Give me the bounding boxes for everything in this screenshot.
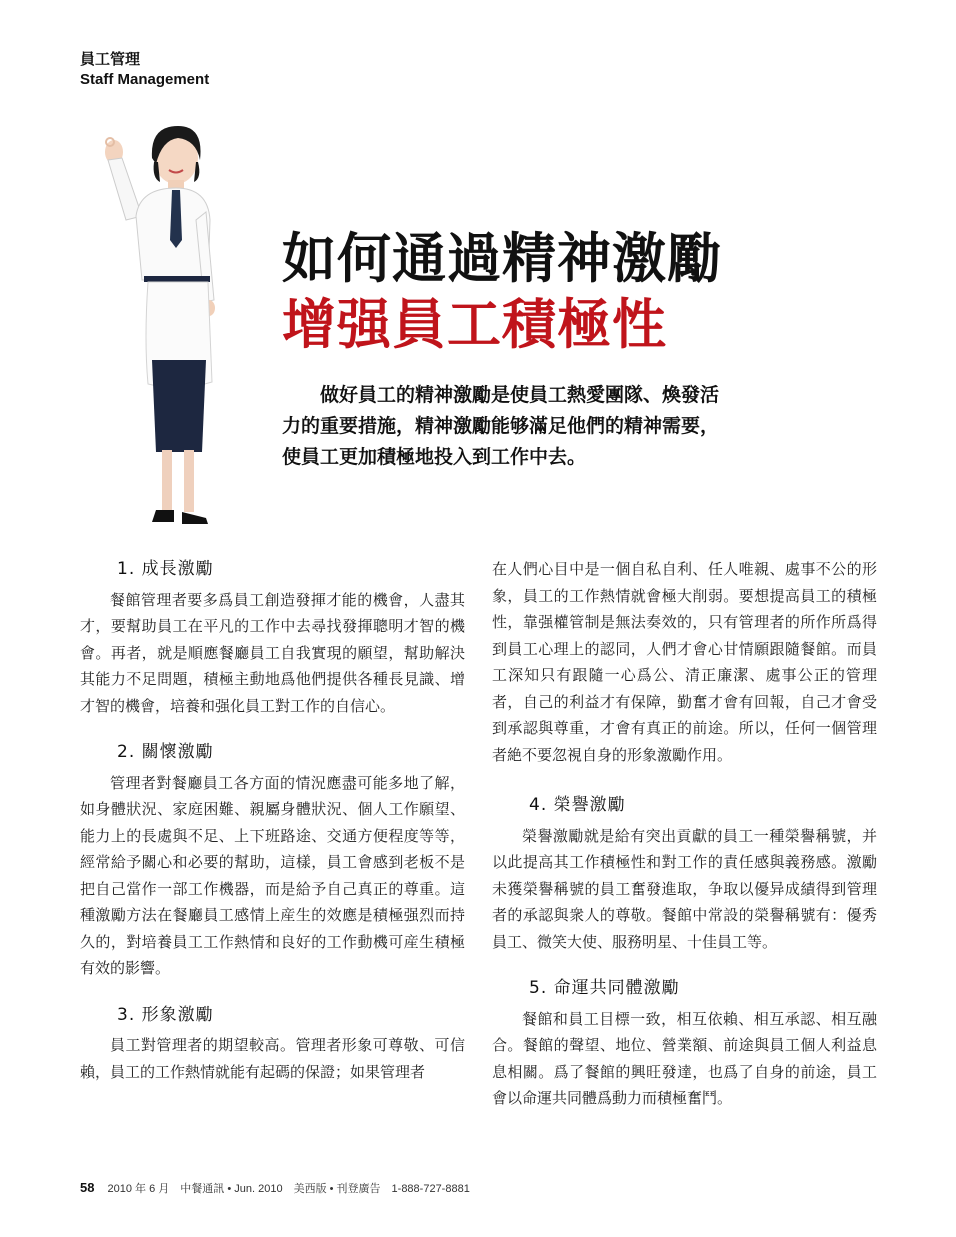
section-body: 管理者對餐廳員工各方面的情況應盡可能多地了解，如身體狀況、家庭困難、親屬身體狀況、個人工作願望、能力上的長處與不足、上下班路途、交通方便程度等等，經常給予關心和必要的幫助，這樣，員工會感到老板不是把自己當作一部工作機器，而是給予自己真正的尊重。這種激勵方法在餐廳員工感情上産生的效應是積極强烈而持久的，對培養員工工作熱情和良好的工作動機可産生積極有效的影響。 [80,773,465,977]
footer-info: 2010 年 6 月 中餐通訊 • Jun. 2010 美西版 • 刊登廣告 1-888-727-8881 [107,1183,470,1195]
section-heading: 1. 成長激勵 [117,559,214,579]
section-body: 員工對管理者的期望較高。管理者形象可尊敬、可信賴，員工的工作熱情就能有起碼的保證；如果管理者 [80,1036,465,1081]
section-4 [492,792,877,955]
section-label-en: Staff Management [80,71,210,88]
section-heading: 4. 榮譽激勵 [529,795,626,815]
section-body: 餐館管理者要多爲員工創造發揮才能的機會，人盡其才，要幫助員工在平凡的工作中去尋找發揮聰明才智的機會。再者，就是順應餐廳員工自我實現的願望，幫助解決其能力不足問題，積極主動地爲他們提供各種長見識、增才智的機會，培養和强化員工對工作的自信心。 [80,590,465,715]
section-body: 榮譽激勵就是給有突出貢獻的員工一種榮譽稱號，并以此提高其工作積極性和對工作的責任感與義務感。激勵未獲榮譽稱號的員工奮發進取，争取以優异成績得到管理者的承認與衆人的尊敬。餐館中常設的榮譽稱號有：優秀員工、微笑大使、服務明星、十佳員工等。 [492,826,877,951]
lead-text: 做好員工的精神激勵是使員工熱愛團隊、煥發活力的重要措施，精神激勵能够滿足他們的精神需要，使員工更加積極地投入到工作中去。 [282,384,720,468]
page-number: 58 [80,1180,95,1195]
section-heading: 5. 命運共同體激勵 [529,978,680,998]
section-label [80,50,209,90]
section-body: 在人們心目中是一個自私自利、任人唯親、處事不公的形象，員工的工作熱情就會極大削弱。要想提高員工的積極性，靠强權管制是無法奏效的，只有管理者的所作所爲得到員工心理上的認同，人們才會心甘情願跟隨餐館。而員工深知只有跟隨一心爲公、清正廉潔、處事公正的管理者，自己的利益才有保障，勤奮才會有回報，自己才會受到承認與尊重，才會有真正的前途。所以，任何一個管理者絶不要忽視自身的形象激勵作用。 [492,560,877,764]
page-footer [80,1180,470,1196]
section-body: 餐館和員工目標一致，相互依賴、相互承認、相互融合。餐館的聲望、地位、營業額、前途與員工個人利益息息相關。爲了餐館的興旺發達，也爲了自身的前途，員工會以命運共同體爲動力而積極奮鬥。 [492,1009,877,1107]
article-title [282,225,722,357]
section-heading: 2. 關懷激勵 [117,742,214,762]
section-5 [492,975,877,1112]
lead-paragraph [282,380,732,473]
section-2 [80,739,465,982]
waitress-illustration [96,120,236,540]
right-column [492,556,877,1132]
section-3-continuation [492,556,877,768]
left-column [80,556,465,1105]
section-label-zh: 員工管理 [80,51,141,68]
section-3 [80,1002,465,1086]
title-line-2: 增强員工積極性 [282,292,667,356]
section-heading: 3. 形象激勵 [117,1004,214,1025]
section-1 [80,556,465,719]
title-line-1: 如何通過精神激勵 [282,226,722,290]
